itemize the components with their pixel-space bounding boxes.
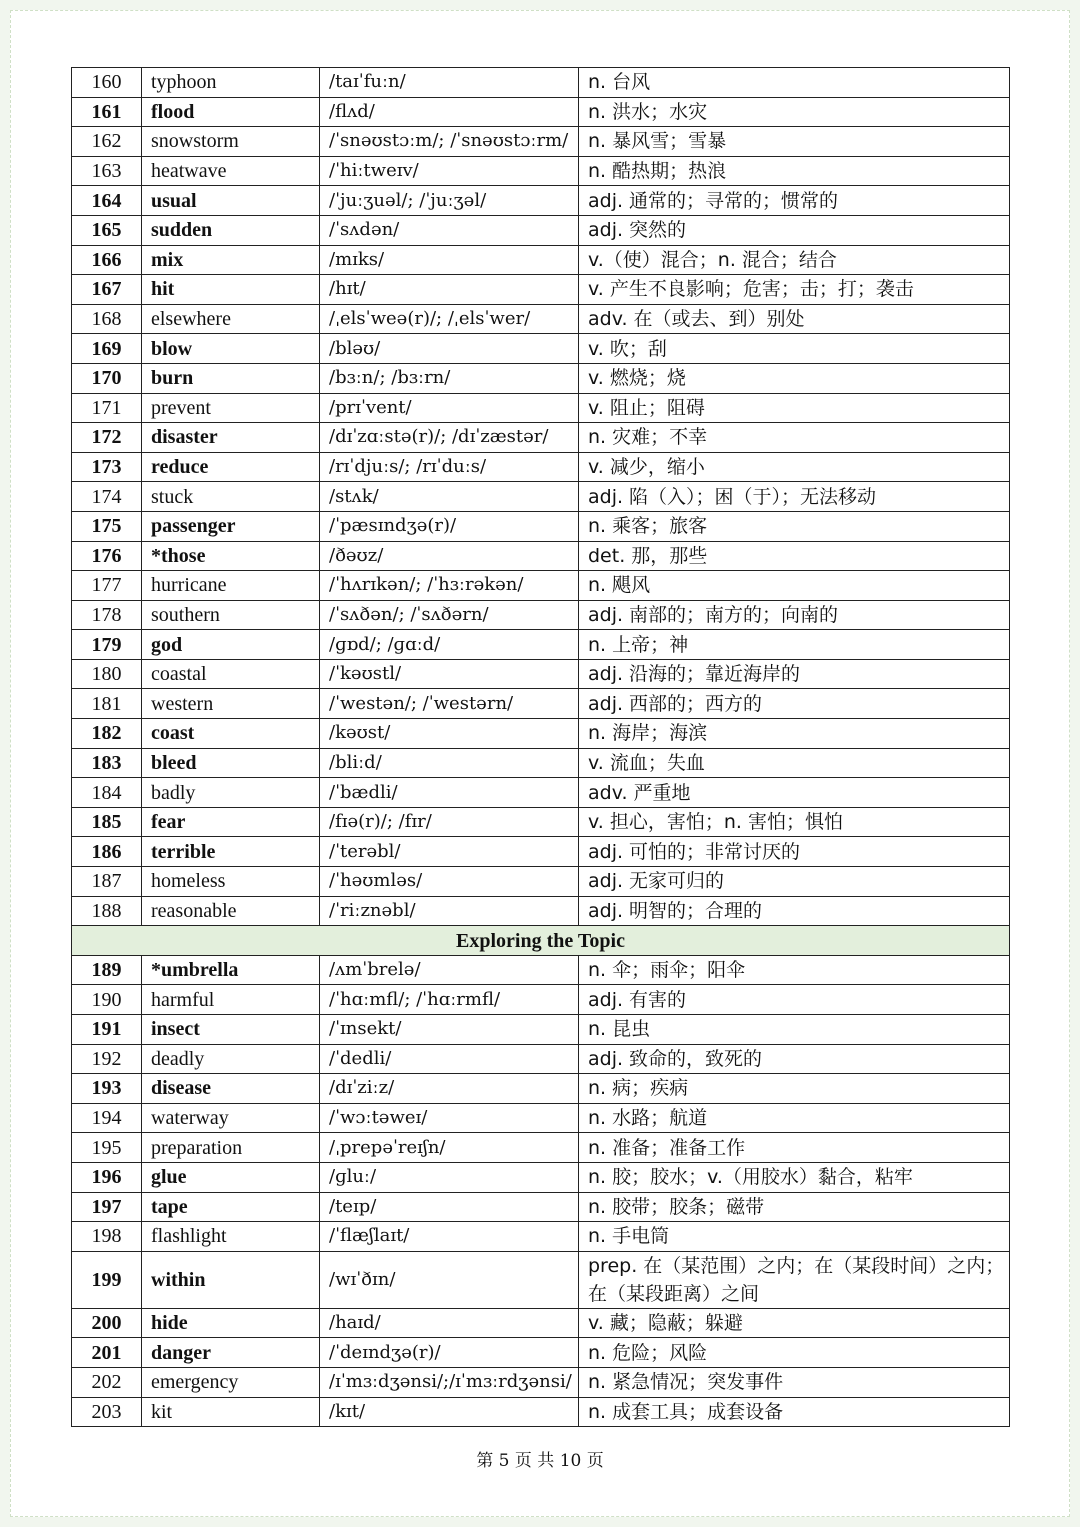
entry-phonetic: /ˈhʌrɪkən/; /ˈhɜːrəkən/ (320, 571, 579, 601)
entry-number: 164 (72, 186, 142, 216)
document-page (10, 10, 1070, 1517)
table-row (72, 689, 1010, 719)
entry-phonetic: /ˈdeɪndʒə(r)/ (320, 1338, 579, 1368)
entry-meaning: n. 病；疾病 (579, 1074, 1010, 1104)
entry-meaning: prep. 在（某范围）之内；在（某段时间）之内；在（某段距离）之间 (579, 1251, 1010, 1308)
entry-phonetic: /ˈwestən/; /ˈwestərn/ (320, 689, 579, 719)
table-row (72, 807, 1010, 837)
table-row (72, 659, 1010, 689)
entry-number: 181 (72, 689, 142, 719)
entry-number: 175 (72, 511, 142, 541)
table-row (72, 1133, 1010, 1163)
entry-number: 188 (72, 896, 142, 926)
entry-phonetic: /ˈsʌdən/ (320, 215, 579, 245)
entry-number: 168 (72, 304, 142, 334)
entry-number: 161 (72, 97, 142, 127)
entry-number: 201 (72, 1338, 142, 1368)
entry-phonetic: /hɪt/ (320, 275, 579, 305)
entry-number: 182 (72, 719, 142, 749)
entry-meaning: v.（使）混合；n. 混合；结合 (579, 245, 1010, 275)
entry-number: 166 (72, 245, 142, 275)
entry-meaning: v. 流血；失血 (579, 748, 1010, 778)
table-row (72, 955, 1010, 985)
table-row (72, 186, 1010, 216)
entry-number: 165 (72, 215, 142, 245)
entry-phonetic: /kɪt/ (320, 1397, 579, 1427)
entry-word: stuck (142, 482, 320, 512)
entry-phonetic: /bliːd/ (320, 748, 579, 778)
table-row (72, 1103, 1010, 1133)
entry-meaning: n. 胶带；胶条；磁带 (579, 1192, 1010, 1222)
entry-meaning: v. 燃烧；烧 (579, 363, 1010, 393)
entry-meaning: adv. 在（或去、到）别处 (579, 304, 1010, 334)
entry-meaning: n. 紧急情况；突发事件 (579, 1367, 1010, 1397)
table-row (72, 423, 1010, 453)
entry-meaning: det. 那，那些 (579, 541, 1010, 571)
entry-number: 174 (72, 482, 142, 512)
entry-number: 186 (72, 837, 142, 867)
entry-meaning: adj. 可怕的；非常讨厌的 (579, 837, 1010, 867)
entry-number: 187 (72, 867, 142, 897)
table-row (72, 1044, 1010, 1074)
entry-word: god (142, 630, 320, 660)
entry-meaning: adj. 陷（入）；困（于）；无法移动 (579, 482, 1010, 512)
entry-number: 177 (72, 571, 142, 601)
table-row (72, 156, 1010, 186)
entry-word: insect (142, 1015, 320, 1045)
entry-phonetic: /ˈwɔːtəweɪ/ (320, 1103, 579, 1133)
entry-meaning: adj. 突然的 (579, 215, 1010, 245)
entry-meaning: n. 台风 (579, 68, 1010, 98)
entry-number: 195 (72, 1133, 142, 1163)
entry-word: kit (142, 1397, 320, 1427)
entry-meaning: n. 洪水；水灾 (579, 97, 1010, 127)
table-row (72, 867, 1010, 897)
entry-phonetic: /bləʊ/ (320, 334, 579, 364)
entry-phonetic: /mɪks/ (320, 245, 579, 275)
entry-phonetic: /ˈpæsɪndʒə(r)/ (320, 511, 579, 541)
entry-number: 191 (72, 1015, 142, 1045)
table-row (72, 482, 1010, 512)
table-row (72, 1308, 1010, 1338)
entry-meaning: adj. 南部的；南方的；向南的 (579, 600, 1010, 630)
entry-number: 194 (72, 1103, 142, 1133)
entry-phonetic: /stʌk/ (320, 482, 579, 512)
page-footer: 第 5 页 共 10 页 (476, 1451, 604, 1471)
entry-number: 183 (72, 748, 142, 778)
section-header-row-group (72, 926, 1010, 956)
entry-number: 190 (72, 985, 142, 1015)
table-row (72, 363, 1010, 393)
entry-word: *umbrella (142, 955, 320, 985)
entry-number: 200 (72, 1308, 142, 1338)
section-title: Exploring the Topic (72, 926, 1010, 956)
vocabulary-rows-bottom (72, 955, 1010, 1426)
entry-number: 172 (72, 423, 142, 453)
entry-word: coast (142, 719, 320, 749)
entry-meaning: n. 手电筒 (579, 1222, 1010, 1252)
entry-meaning: n. 灾难；不幸 (579, 423, 1010, 453)
entry-word: heatwave (142, 156, 320, 186)
entry-number: 198 (72, 1222, 142, 1252)
entry-phonetic: /ˌelsˈweə(r)/; /ˌelsˈwer/ (320, 304, 579, 334)
entry-number: 184 (72, 778, 142, 808)
vocabulary-table (71, 67, 1010, 1427)
entry-phonetic: /dɪˈzɑːstə(r)/; /dɪˈzæstər/ (320, 423, 579, 453)
entry-word: hurricane (142, 571, 320, 601)
table-row (72, 748, 1010, 778)
entry-meaning: n. 海岸；海滨 (579, 719, 1010, 749)
entry-word: elsewhere (142, 304, 320, 334)
entry-meaning: adj. 通常的；寻常的；惯常的 (579, 186, 1010, 216)
entry-phonetic: /ˌprepəˈreɪʃn/ (320, 1133, 579, 1163)
entry-phonetic: /ˈsʌðən/; /ˈsʌðərn/ (320, 600, 579, 630)
entry-meaning: adj. 西部的；西方的 (579, 689, 1010, 719)
entry-word: hide (142, 1308, 320, 1338)
entry-number: 202 (72, 1367, 142, 1397)
table-row (72, 778, 1010, 808)
table-row (72, 275, 1010, 305)
entry-word: glue (142, 1162, 320, 1192)
entry-number: 180 (72, 659, 142, 689)
entry-word: prevent (142, 393, 320, 423)
entry-meaning: v. 减少，缩小 (579, 452, 1010, 482)
entry-phonetic: /ˈriːznəbl/ (320, 896, 579, 926)
entry-word: typhoon (142, 68, 320, 98)
entry-word: preparation (142, 1133, 320, 1163)
table-row (72, 1015, 1010, 1045)
entry-phonetic: /dɪˈziːz/ (320, 1074, 579, 1104)
entry-number: 171 (72, 393, 142, 423)
table-row (72, 600, 1010, 630)
entry-phonetic: /teɪp/ (320, 1192, 579, 1222)
entry-phonetic: /ˈbædli/ (320, 778, 579, 808)
entry-meaning: v. 担心，害怕；n. 害怕；惧怕 (579, 807, 1010, 837)
entry-word: waterway (142, 1103, 320, 1133)
table-row (72, 245, 1010, 275)
entry-word: badly (142, 778, 320, 808)
entry-number: 170 (72, 363, 142, 393)
table-row (72, 896, 1010, 926)
entry-meaning: n. 暴风雪；雪暴 (579, 127, 1010, 157)
entry-phonetic: /ˈɪnsekt/ (320, 1015, 579, 1045)
entry-phonetic: /prɪˈvent/ (320, 393, 579, 423)
entry-word: reduce (142, 452, 320, 482)
entry-meaning: n. 飓风 (579, 571, 1010, 601)
entry-phonetic: /kəʊst/ (320, 719, 579, 749)
entry-word: reasonable (142, 896, 320, 926)
table-row (72, 127, 1010, 157)
entry-number: 179 (72, 630, 142, 660)
entry-phonetic: /ˈflæʃlaɪt/ (320, 1222, 579, 1252)
entry-word: sudden (142, 215, 320, 245)
entry-phonetic: /ʌmˈbrelə/ (320, 955, 579, 985)
table-row (72, 1397, 1010, 1427)
entry-meaning: n. 上帝；神 (579, 630, 1010, 660)
entry-number: 162 (72, 127, 142, 157)
entry-word: within (142, 1251, 320, 1308)
table-row (72, 1192, 1010, 1222)
entry-number: 167 (72, 275, 142, 305)
entry-meaning: adj. 有害的 (579, 985, 1010, 1015)
entry-meaning: adv. 严重地 (579, 778, 1010, 808)
entry-word: mix (142, 245, 320, 275)
entry-number: 178 (72, 600, 142, 630)
entry-number: 160 (72, 68, 142, 98)
entry-phonetic: /bɜːn/; /bɜːrn/ (320, 363, 579, 393)
table-row (72, 304, 1010, 334)
entry-word: passenger (142, 511, 320, 541)
entry-phonetic: /ˈhəʊmləs/ (320, 867, 579, 897)
entry-word: deadly (142, 1044, 320, 1074)
entry-word: usual (142, 186, 320, 216)
table-row (72, 1367, 1010, 1397)
entry-number: 173 (72, 452, 142, 482)
entry-phonetic: /ɡluː/ (320, 1162, 579, 1192)
entry-meaning: v. 产生不良影响；危害；击；打；袭击 (579, 275, 1010, 305)
table-row (72, 630, 1010, 660)
entry-number: 169 (72, 334, 142, 364)
table-row (72, 1222, 1010, 1252)
entry-word: coastal (142, 659, 320, 689)
entry-phonetic: /fɪə(r)/; /fɪr/ (320, 807, 579, 837)
table-row (72, 511, 1010, 541)
entry-number: 197 (72, 1192, 142, 1222)
table-row (72, 1251, 1010, 1308)
entry-word: terrible (142, 837, 320, 867)
entry-meaning: n. 胶；胶水；v.（用胶水）黏合，粘牢 (579, 1162, 1010, 1192)
entry-word: burn (142, 363, 320, 393)
entry-word: snowstorm (142, 127, 320, 157)
entry-meaning: adj. 致命的，致死的 (579, 1044, 1010, 1074)
entry-phonetic: /haɪd/ (320, 1308, 579, 1338)
entry-word: flood (142, 97, 320, 127)
table-row (72, 1074, 1010, 1104)
table-row (72, 837, 1010, 867)
section-header-row (72, 926, 1010, 956)
entry-meaning: n. 危险；风险 (579, 1338, 1010, 1368)
table-row (72, 97, 1010, 127)
entry-word: bleed (142, 748, 320, 778)
entry-number: 185 (72, 807, 142, 837)
entry-phonetic: /ɪˈmɜːdʒənsi/;/ɪˈmɜːrdʒənsi/ (320, 1367, 579, 1397)
entry-word: disease (142, 1074, 320, 1104)
table-row (72, 393, 1010, 423)
entry-meaning: v. 阻止；阻碍 (579, 393, 1010, 423)
table-row (72, 985, 1010, 1015)
entry-meaning: v. 藏；隐蔽；躲避 (579, 1308, 1010, 1338)
entry-word: blow (142, 334, 320, 364)
entry-phonetic: /ˈdedli/ (320, 1044, 579, 1074)
entry-number: 199 (72, 1251, 142, 1308)
entry-meaning: n. 伞；雨伞；阳伞 (579, 955, 1010, 985)
entry-phonetic: /ˈjuːʒuəl/; /ˈjuːʒəl/ (320, 186, 579, 216)
vocabulary-rows-top (72, 68, 1010, 926)
entry-phonetic: /taɪˈfuːn/ (320, 68, 579, 98)
entry-number: 203 (72, 1397, 142, 1427)
entry-phonetic: /wɪˈðɪn/ (320, 1251, 579, 1308)
entry-meaning: n. 水路；航道 (579, 1103, 1010, 1133)
entry-word: flashlight (142, 1222, 320, 1252)
entry-phonetic: /flʌd/ (320, 97, 579, 127)
table-row (72, 571, 1010, 601)
entry-word: disaster (142, 423, 320, 453)
table-row (72, 215, 1010, 245)
table-row (72, 68, 1010, 98)
entry-meaning: adj. 明智的；合理的 (579, 896, 1010, 926)
entry-word: harmful (142, 985, 320, 1015)
entry-phonetic: /ˈkəʊstl/ (320, 659, 579, 689)
entry-phonetic: /ɡɒd/; /ɡɑːd/ (320, 630, 579, 660)
entry-phonetic: /ðəʊz/ (320, 541, 579, 571)
table-row (72, 1162, 1010, 1192)
entry-number: 192 (72, 1044, 142, 1074)
entry-number: 193 (72, 1074, 142, 1104)
entry-meaning: adj. 无家可归的 (579, 867, 1010, 897)
entry-meaning: v. 吹；刮 (579, 334, 1010, 364)
entry-word: fear (142, 807, 320, 837)
entry-word: southern (142, 600, 320, 630)
entry-meaning: n. 成套工具；成套设备 (579, 1397, 1010, 1427)
entry-word: tape (142, 1192, 320, 1222)
entry-number: 176 (72, 541, 142, 571)
entry-word: homeless (142, 867, 320, 897)
entry-meaning: n. 酷热期；热浪 (579, 156, 1010, 186)
entry-word: *those (142, 541, 320, 571)
entry-meaning: adj. 沿海的；靠近海岸的 (579, 659, 1010, 689)
table-row (72, 1338, 1010, 1368)
entry-word: hit (142, 275, 320, 305)
entry-word: western (142, 689, 320, 719)
entry-phonetic: /rɪˈdjuːs/; /rɪˈduːs/ (320, 452, 579, 482)
table-row (72, 452, 1010, 482)
entry-number: 196 (72, 1162, 142, 1192)
entry-phonetic: /ˈhɑːmfl/; /ˈhɑːrmfl/ (320, 985, 579, 1015)
entry-number: 189 (72, 955, 142, 985)
table-row (72, 541, 1010, 571)
entry-phonetic: /ˈterəbl/ (320, 837, 579, 867)
table-row (72, 719, 1010, 749)
entry-word: danger (142, 1338, 320, 1368)
entry-phonetic: /ˈhiːtweɪv/ (320, 156, 579, 186)
entry-meaning: n. 昆虫 (579, 1015, 1010, 1045)
table-row (72, 334, 1010, 364)
entry-number: 163 (72, 156, 142, 186)
entry-meaning: n. 乘客；旅客 (579, 511, 1010, 541)
entry-word: emergency (142, 1367, 320, 1397)
entry-phonetic: /ˈsnəʊstɔːm/; /ˈsnəʊstɔːrm/ (320, 127, 579, 157)
entry-meaning: n. 准备；准备工作 (579, 1133, 1010, 1163)
